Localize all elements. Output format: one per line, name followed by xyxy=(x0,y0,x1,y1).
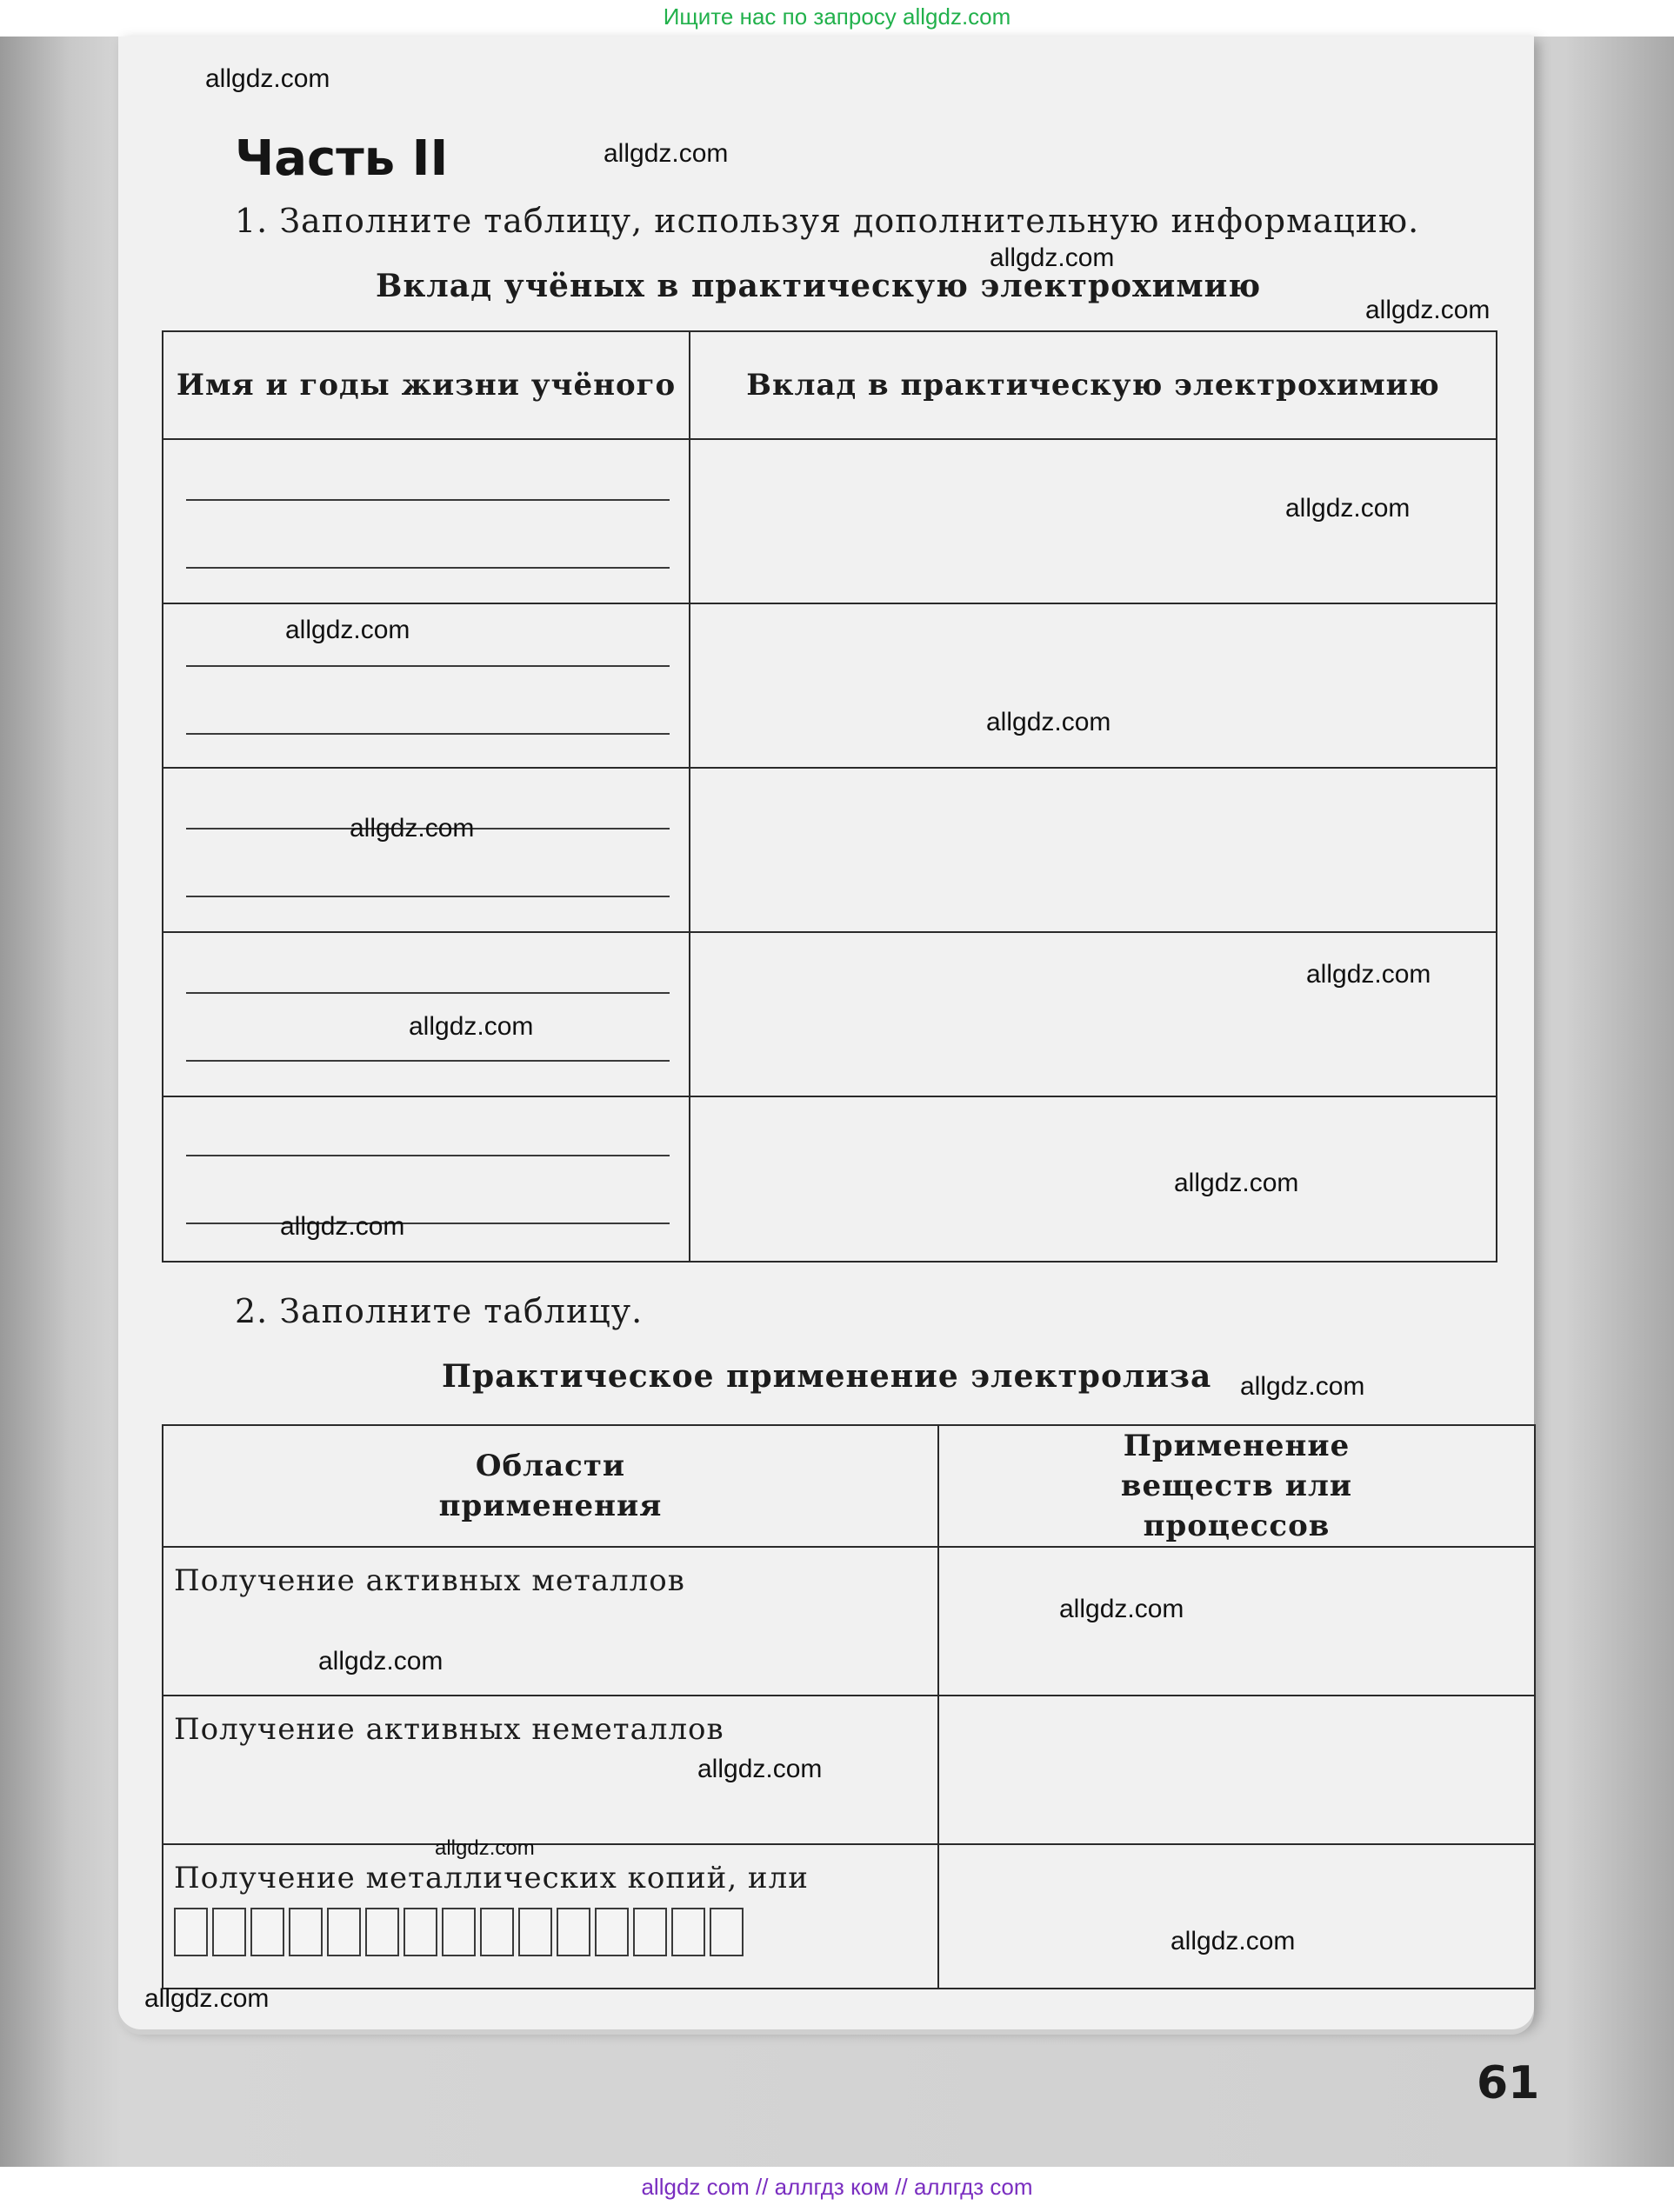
top-banner-link[interactable]: Ищите нас по запросу allgdz.com xyxy=(663,3,1011,30)
watermark: allgdz.com xyxy=(144,1984,270,2013)
watermark: allgdz.com xyxy=(1285,494,1411,523)
watermark: allgdz.com xyxy=(280,1212,405,1241)
contribution-cell[interactable] xyxy=(690,768,1497,932)
watermark: allgdz.com xyxy=(1170,1927,1296,1955)
answer-line xyxy=(186,567,670,569)
watermark: allgdz.com xyxy=(1306,960,1431,989)
watermark: allgdz.com xyxy=(604,139,729,168)
letter-boxes xyxy=(174,1908,937,1956)
answer-line xyxy=(186,896,670,897)
answer-line xyxy=(186,1223,670,1224)
watermark: allgdz.com xyxy=(1365,296,1491,324)
answer-line xyxy=(186,665,670,667)
letter-box[interactable] xyxy=(480,1908,514,1956)
watermark: allgdz.com xyxy=(285,616,410,644)
contribution-cell[interactable] xyxy=(690,1096,1497,1262)
answer-line xyxy=(186,1060,670,1062)
contribution-cell[interactable] xyxy=(690,603,1497,768)
bottom-banner xyxy=(0,2167,1674,2212)
header-scientist-name: Имя и годы жизни учёного xyxy=(163,331,690,439)
letter-box[interactable] xyxy=(289,1908,323,1956)
scientist-cell[interactable] xyxy=(163,439,690,603)
substances-cell[interactable] xyxy=(938,1547,1535,1696)
answer-line xyxy=(186,733,670,735)
watermark: allgdz.com xyxy=(318,1647,444,1676)
letter-box[interactable] xyxy=(174,1908,208,1956)
part-title: Часть II xyxy=(235,130,449,187)
scientist-cell[interactable] xyxy=(163,1096,690,1262)
watermark: allgdz.com xyxy=(697,1755,823,1783)
scientist-cell[interactable] xyxy=(163,603,690,768)
letter-box[interactable] xyxy=(518,1908,552,1956)
area-label: Получение активных металлов xyxy=(174,1563,685,1598)
area-label: Получение металлических копий, или xyxy=(174,1861,809,1896)
letter-box[interactable] xyxy=(442,1908,476,1956)
task-2-instruction: 2. Заполните таблицу. xyxy=(235,1292,644,1330)
watermark: allgdz.com xyxy=(409,1012,534,1041)
watermark: allgdz.com xyxy=(435,1836,535,1860)
answer-line xyxy=(186,1155,670,1156)
letter-box[interactable] xyxy=(212,1908,246,1956)
letter-box[interactable] xyxy=(595,1908,629,1956)
application-area-cell xyxy=(163,1844,938,1989)
watermark: allgdz.com xyxy=(1174,1169,1299,1197)
watermark: allgdz.com xyxy=(1240,1372,1365,1401)
task-1-instruction: 1. Заполните таблицу, используя дополнительную информацию. xyxy=(235,202,1420,240)
watermark: allgdz.com xyxy=(205,64,330,93)
task-1-table-title: Вклад учёных в практическую электрохимию xyxy=(376,268,1262,304)
answer-line xyxy=(186,499,670,501)
electrolysis-table xyxy=(162,1424,1536,1989)
top-banner xyxy=(0,0,1674,37)
substances-cell[interactable] xyxy=(938,1696,1535,1844)
header-application-area: Области применения xyxy=(163,1425,938,1547)
header-substances-processes: Применение веществ или процессов xyxy=(938,1425,1535,1547)
watermark: allgdz.com xyxy=(1059,1595,1184,1623)
watermark: allgdz.com xyxy=(350,814,475,843)
letter-box[interactable] xyxy=(671,1908,705,1956)
area-label: Получение активных неметаллов xyxy=(174,1712,724,1747)
watermark: allgdz.com xyxy=(990,243,1115,272)
scientists-table xyxy=(162,330,1497,1263)
letter-box[interactable] xyxy=(250,1908,284,1956)
substances-cell[interactable] xyxy=(938,1844,1535,1989)
header-contribution: Вклад в практическую электрохимию xyxy=(690,331,1497,439)
answer-line xyxy=(186,992,670,994)
letter-box[interactable] xyxy=(327,1908,361,1956)
letter-box[interactable] xyxy=(557,1908,590,1956)
page-number: 61 xyxy=(1477,2057,1540,2109)
letter-box[interactable] xyxy=(710,1908,744,1956)
scientist-cell[interactable] xyxy=(163,768,690,932)
letter-box[interactable] xyxy=(633,1908,667,1956)
watermark: allgdz.com xyxy=(986,708,1111,736)
application-area-cell xyxy=(163,1547,938,1696)
letter-box[interactable] xyxy=(403,1908,437,1956)
bottom-banner-link[interactable]: allgdz com // аллгдз ком // аллгдз com xyxy=(641,2174,1033,2200)
contribution-cell[interactable] xyxy=(690,932,1497,1096)
letter-box[interactable] xyxy=(365,1908,399,1956)
task-2-table-title: Практическое применение электролиза xyxy=(442,1358,1212,1395)
